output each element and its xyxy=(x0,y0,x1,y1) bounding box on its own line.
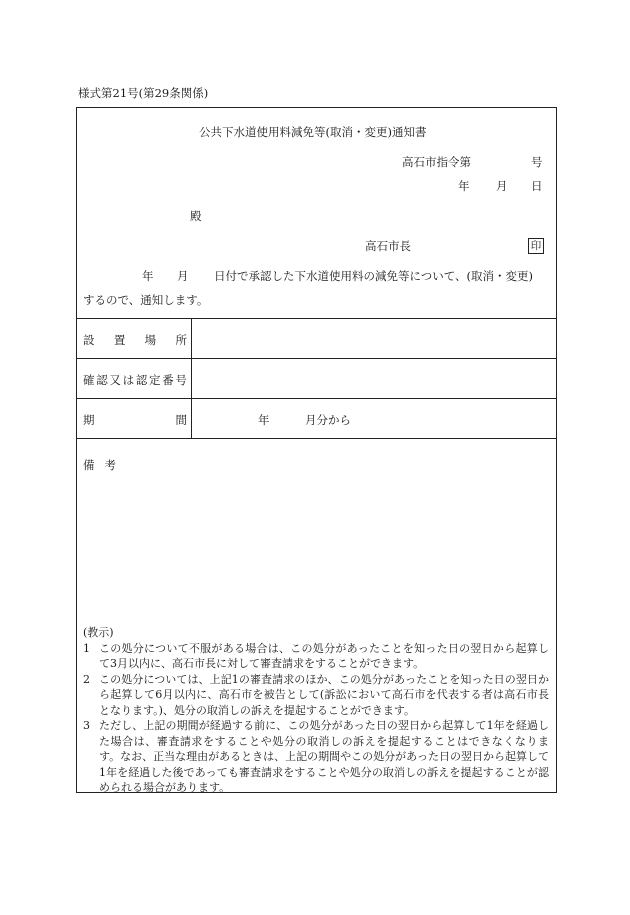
period-month-from: 月分から xyxy=(305,413,351,427)
instruction-number: 1 xyxy=(83,641,90,655)
date-day: 日 xyxy=(531,179,543,193)
seal-mark: 印 xyxy=(528,238,544,254)
doc-number-prefix: 高石市指令第 xyxy=(402,155,471,169)
body-text-line2: するので、通知します。 xyxy=(83,293,209,307)
notice-form xyxy=(76,107,557,793)
label-char: 認 xyxy=(135,373,148,387)
label-char: 場 xyxy=(144,333,157,347)
body-text-line1: 日付で承認した下水道使用料の減免等について、(取消・変更) xyxy=(214,269,534,283)
label-confirmation-number xyxy=(83,372,187,388)
label-char: 認 xyxy=(96,373,108,387)
addressee-suffix: 殿 xyxy=(190,209,202,223)
instruction-item xyxy=(83,641,549,672)
label-char: 又 xyxy=(109,373,121,387)
date-month: 月 xyxy=(496,179,508,193)
label-char: 所 xyxy=(175,333,187,347)
instruction-item xyxy=(83,718,549,796)
label-char: 号 xyxy=(175,373,187,387)
divider xyxy=(77,318,556,319)
instruction-number: 2 xyxy=(83,672,90,686)
label-char: 設 xyxy=(83,333,95,347)
divider xyxy=(77,398,556,399)
label-char: は xyxy=(122,373,135,387)
instruction-text: ただし、上記の期間が経過する前に、この処分があった日の翌日から起算して1年を経過した場合は、審査請求をすることや処分の取消しの訴えを提起することはできなくなります。なお、正当な理由があるときは、上記の期間やこの処分があった日の翌日から起算して1年を経過した後であっても審査請求をすることや処分の取消しの訴えを提起することが認められる場合があります。 xyxy=(99,719,550,794)
body-month: 月 xyxy=(177,269,189,283)
label-period xyxy=(83,412,187,428)
instruction-text: この処分については、上記1の審査請求のほか、この処分があったことを知った日の翌日から起算して6月以内に、高石市を被告として(訴訟において高石市を代表する者は高石市長となります。)、処分の取消しの訴えを提起することができます。 xyxy=(99,672,549,717)
label-installation-location xyxy=(83,332,187,348)
period-year: 年 xyxy=(258,413,270,427)
divider xyxy=(77,358,556,359)
remarks-label: 備考 xyxy=(83,458,126,472)
column-divider xyxy=(191,318,192,438)
date-year: 年 xyxy=(458,179,470,193)
form-reference: 様式第21号(第29条関係) xyxy=(78,86,209,100)
label-char: 期 xyxy=(83,413,95,427)
issuer-name: 高石市長 xyxy=(365,239,411,253)
instruction-number: 3 xyxy=(83,719,90,732)
instructions xyxy=(83,625,549,796)
document-title: 公共下水道使用料減免等(取消・変更)通知書 xyxy=(199,125,427,139)
label-char: 確 xyxy=(83,373,95,387)
instructions-heading: (教示) xyxy=(83,626,114,639)
label-char: 定 xyxy=(149,373,161,387)
label-char: 置 xyxy=(113,333,126,347)
instruction-text: この処分について不服がある場合は、この処分があったことを知った日の翌日から起算して3月以内に、高石市長に対して審査請求をすることができます。 xyxy=(99,641,549,670)
label-char: 間 xyxy=(175,413,187,427)
divider xyxy=(77,438,556,439)
instruction-item xyxy=(83,672,549,719)
label-char: 番 xyxy=(162,373,174,387)
doc-number-suffix: 号 xyxy=(531,155,543,169)
body-year: 年 xyxy=(142,269,154,283)
